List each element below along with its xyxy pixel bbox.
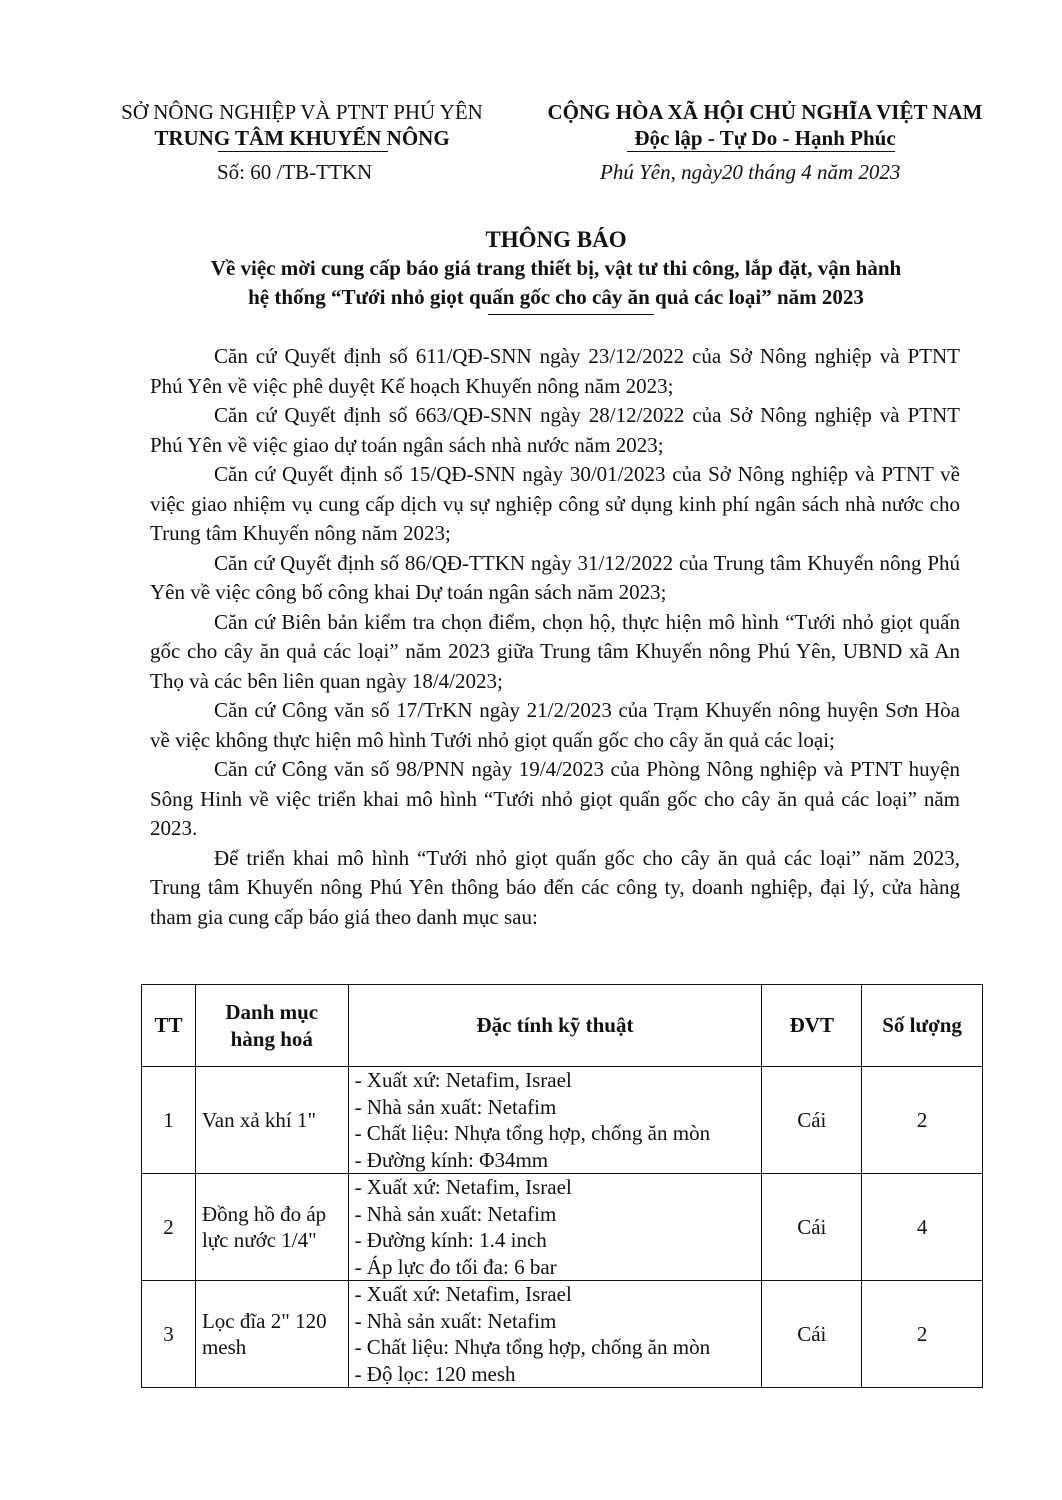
body-paragraph: Căn cứ Quyết định số 86/QĐ-TTKN ngày 31/12/2022 của Trung tâm Khuyến nông Phú Yên về việc công bố công khai Dự toán ngân sách năm 2023;	[150, 550, 960, 604]
row-spec	[348, 1174, 762, 1281]
row-item: Lọc đĩa 2" 120 mesh	[195, 1281, 348, 1388]
body-paragraph: Căn cứ Quyết định số 611/QĐ-SNN ngày 23/12/2022 của Sở Nông nghiệp và PTNT Phú Yên về việc phê duyệt Kế hoạch Khuyến nông năm 2023;	[150, 344, 960, 398]
row-unit: Cái	[762, 1174, 862, 1281]
body-paragraph: Căn cứ Quyết định số 663/QĐ-SNN ngày 28/12/2022 của Sở Nông nghiệp và PTNT Phú Yên về việc giao dự toán ngân sách nhà nước năm 2023;	[150, 403, 960, 457]
agency-name: TRUNG TÂM KHUYẾN NÔNG	[154, 126, 450, 150]
body-paragraph: Căn cứ Công văn số 98/PNN ngày 19/4/2023 của Phòng Nông nghiệp và PTNT huyện Sông Hinh về việc triển khai mô hình “Tưới nhỏ giọt quấn gốc cho cây ăn quả các loại” năm 2023.	[150, 757, 960, 840]
body-paragraph: Căn cứ Công văn số 17/TrKN ngày 21/2/2023 của Trạm Khuyến nông huyện Sơn Hòa về việc không thực hiện mô hình Tưới nhỏ giọt quấn gốc cho cây ăn quả các loại;	[150, 698, 960, 752]
body-paragraph: Căn cứ Quyết định số 15/QĐ-SNN ngày 30/01/2023 của Sở Nông nghiệp và PTNT về việc giao nhiệm vụ cung cấp dịch vụ sự nghiệp công sử dụng kinh phí ngân sách nhà nước cho Trung tâm Khuyến nông năm 2023;	[150, 462, 960, 545]
header-spec: Đặc tính kỹ thuật	[348, 985, 762, 1067]
table-row	[142, 1281, 983, 1388]
issuer-block	[112, 99, 492, 151]
motto-underline	[627, 151, 895, 152]
document-body	[150, 342, 960, 932]
spec-line: - Xuất xứ: Netafim, Israel	[354, 1068, 572, 1092]
row-tt: 2	[142, 1174, 196, 1281]
header-item: Danh mục hàng hoá	[195, 985, 348, 1067]
row-spec	[348, 1281, 762, 1388]
table-row	[142, 1174, 983, 1281]
country-name: CỘNG HÒA XÃ HỘI CHỦ NGHĨA VIỆT NAM	[547, 100, 983, 124]
spec-line: - Đường kính: 1.4 inch	[354, 1228, 547, 1252]
spec-line: - Độ lọc: 120 mesh	[354, 1361, 516, 1386]
header-tt: TT	[142, 985, 196, 1067]
row-tt: 1	[142, 1067, 196, 1174]
subject-line: hệ thống “Tưới nhỏ giọt quấn gốc cho cây ăn quả các loại” năm 2023	[248, 285, 864, 309]
spec-line: - Nhà sản xuất: Netafim	[354, 1308, 557, 1333]
subject-underline	[488, 314, 654, 315]
body-paragraph: Để triển khai mô hình “Tưới nhỏ giọt quấn gốc cho cây ăn quả các loại” năm 2023, Trung tâm Khuyến nông Phú Yên thông báo đến các công ty, doanh nghiệp, đại lý, cửa hàng tham gia cung cấp báo giá theo danh mục sau:	[150, 845, 960, 929]
document-title: THÔNG BÁO	[485, 227, 627, 252]
spec-line: - Nhà sản xuất: Netafim	[354, 1094, 557, 1119]
national-motto: Độc lập - Tự Do - Hạnh Phúc	[634, 126, 896, 150]
row-spec	[348, 1067, 762, 1174]
spec-line: - Nhà sản xuất: Netafim	[354, 1201, 557, 1226]
table-row	[142, 1067, 983, 1174]
spec-line: - Đường kính: Φ34mm	[354, 1147, 549, 1172]
document-number: Số: 60 /TB-TTKN	[217, 160, 373, 184]
ministry-name: SỞ NÔNG NGHIỆP VÀ PTNT PHÚ YÊN	[121, 100, 483, 124]
row-qty: 2	[862, 1281, 983, 1388]
spec-line: - Xuất xứ: Netafim, Israel	[354, 1175, 572, 1199]
row-qty: 2	[862, 1067, 983, 1174]
goods-table	[141, 984, 983, 1388]
row-unit: Cái	[762, 1067, 862, 1174]
document-subject	[110, 254, 1002, 312]
spec-line: - Chất liệu: Nhựa tổng hợp, chống ăn mòn	[354, 1121, 711, 1145]
spec-line: - Áp lực đo tối đa: 6 bar	[354, 1254, 557, 1279]
spec-line: - Chất liệu: Nhựa tổng hợp, chống ăn mòn	[354, 1335, 711, 1359]
row-qty: 4	[862, 1174, 983, 1281]
header-qty: Số lượng	[862, 985, 983, 1067]
table-header-row	[142, 985, 983, 1067]
subject-line: Về việc mời cung cấp báo giá trang thiết bị, vật tư thi công, lắp đặt, vận hành	[210, 256, 902, 280]
spec-line: - Xuất xứ: Netafim, Israel	[354, 1282, 572, 1306]
header-unit: ĐVT	[762, 985, 862, 1067]
row-tt: 3	[142, 1281, 196, 1388]
row-unit: Cái	[762, 1281, 862, 1388]
national-block	[526, 99, 1004, 151]
place-date: Phú Yên, ngày20 tháng 4 năm 2023	[600, 160, 901, 184]
row-item: Đồng hồ đo áp lực nước 1/4"	[195, 1174, 348, 1281]
issuer-underline	[218, 151, 388, 152]
body-paragraph: Căn cứ Biên bản kiểm tra chọn điểm, chọn hộ, thực hiện mô hình “Tưới nhỏ giọt quấn gốc cho cây ăn quả các loại” năm 2023 giữa Trung tâm Khuyến nông Phú Yên, UBND xã An Thọ và các bên liên quan ngày 18/4/2023;	[150, 609, 960, 693]
row-item: Van xả khí 1"	[195, 1067, 348, 1174]
